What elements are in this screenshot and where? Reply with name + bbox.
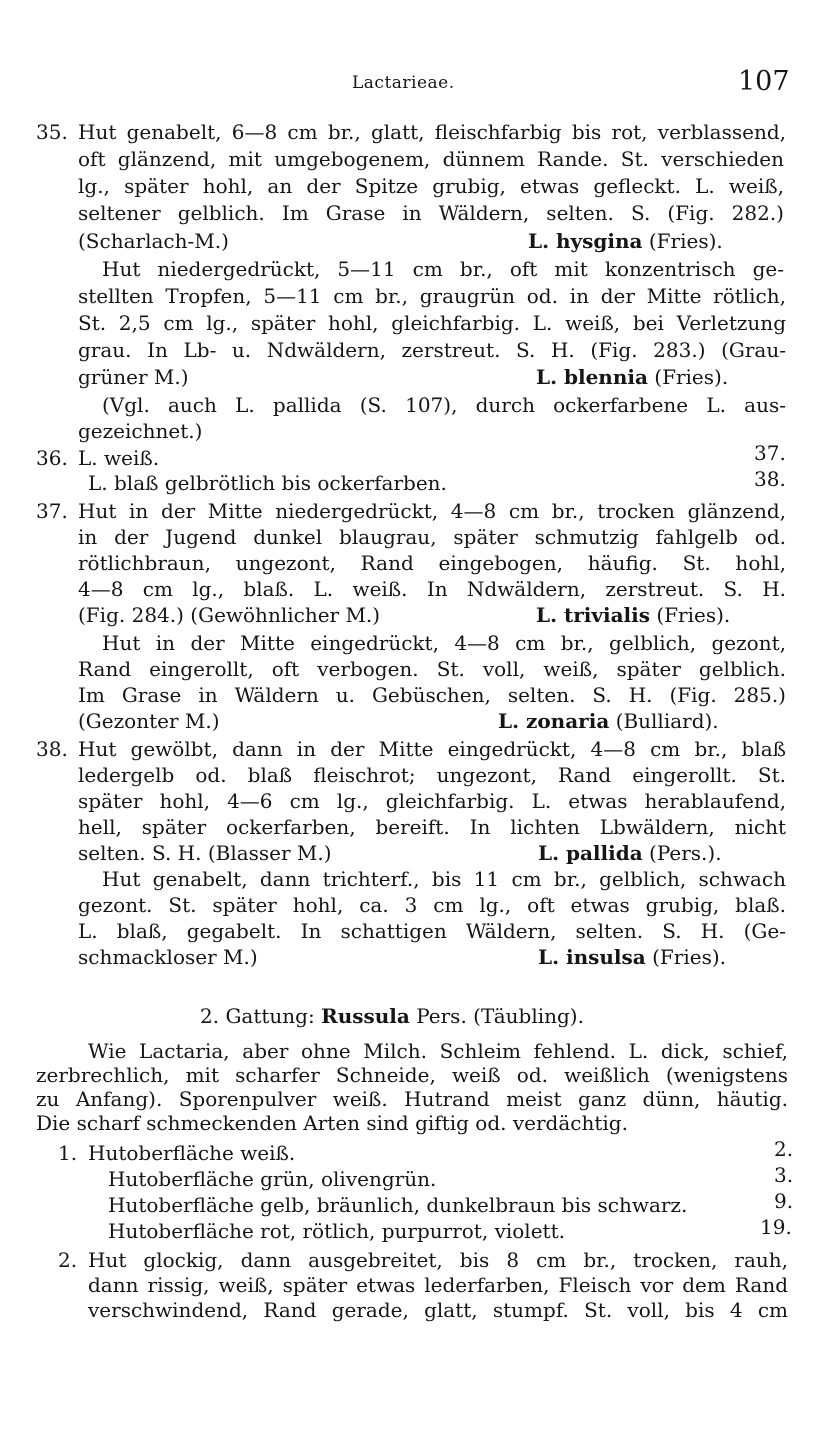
- key-number-1: 1.: [58, 1141, 78, 1165]
- entry37-species: [536, 602, 730, 628]
- key1-option-d-ref: 19.: [760, 1215, 792, 1239]
- entry35-alt-line-1: Hut niedergedrückt, 5—11 cm br., oft mit konzentrisch ge-: [102, 257, 784, 281]
- entry37-alt-species: [498, 708, 719, 734]
- entry38-alt-line-2: gezont. St. später hohl, ca. 3 cm lg., oft etwas grubig, blaß.: [78, 893, 786, 917]
- species-author: (Fries).: [654, 365, 729, 389]
- entry36-option-a-ref: 37.: [754, 441, 786, 465]
- entry38-line-4: hell, später ockerfarben, bereift. In lichten Lbwäldern, nicht: [78, 815, 786, 839]
- entry35-alt-line-2: stellten Tropfen, 5—11 cm br., graugrün od. in der Mitte rötlich,: [78, 284, 786, 308]
- species-name: L. blennia: [536, 365, 648, 389]
- species-name: L. zonaria: [498, 709, 610, 733]
- species-name: L. pallida: [538, 841, 643, 865]
- genus-description-line-1: Wie Lactaria, aber ohne Milch. Schleim fehlend. L. dick, schief,: [88, 1039, 788, 1063]
- entry35-common-name: (Scharlach-M.): [78, 229, 229, 253]
- entry38-line-1: Hut gewölbt, dann in der Mitte eingedrückt, 4—8 cm br., blaß: [78, 737, 786, 761]
- genus-name: Russula: [321, 1004, 410, 1028]
- key1-option-b-ref: 3.: [774, 1163, 794, 1187]
- entry37-alt-line-1: Hut in der Mitte eingedrückt, 4—8 cm br., gelblich, gezont,: [102, 631, 786, 655]
- genus-suffix: Pers. (Täubling).: [416, 1004, 584, 1028]
- entry36-option-a: L. weiß.: [78, 446, 160, 470]
- species-name: L. insulsa: [538, 945, 646, 969]
- key-number-2: 2.: [58, 1248, 78, 1272]
- entry38-alt-common-name: schmackloser M.): [78, 945, 258, 969]
- key1-option-b: Hutoberfläche grün, olivengrün.: [108, 1167, 437, 1191]
- entry38-species: [538, 840, 722, 866]
- key2-line-3: verschwindend, Rand gerade, glatt, stumpf. St. voll, bis 4 cm: [88, 1298, 788, 1322]
- entry36-option-b: L. blaß gelbrötlich bis ockerfarben.: [88, 471, 447, 495]
- entry38-alt-line-3: L. blaß, gegabelt. In schattigen Wäldern, selten. S. H. (Ge-: [78, 919, 786, 943]
- entry-number-36: 36.: [36, 446, 68, 470]
- genus-heading: [200, 1003, 584, 1029]
- running-header-title: Lactarieae.: [352, 73, 455, 93]
- entry37-line-4: 4—8 cm lg., blaß. L. weiß. In Ndwäldern, zerstreut. S. H.: [78, 577, 786, 601]
- entry37-line-2: in der Jugend dunkel blaugrau, später schmutzig fahlgelb od.: [78, 525, 786, 549]
- entry38-line-3: später hohl, 4—6 cm lg., gleichfarbig. L. etwas herablaufend,: [78, 789, 786, 813]
- entry35-alt-common-name: grüner M.): [78, 365, 189, 389]
- entry37-alt-line-2: Rand eingerollt, oft verbogen. St. voll, weiß, später gelblich.: [78, 657, 786, 681]
- key1-option-c-ref: 9.: [774, 1189, 794, 1213]
- species-author: (Fries).: [652, 945, 727, 969]
- key1-option-c: Hutoberfläche gelb, bräunlich, dunkelbraun bis schwarz.: [108, 1193, 688, 1217]
- entry35-alt-line-3: St. 2,5 cm lg., später hohl, gleichfarbig. L. weiß, bei Verletzung: [78, 311, 786, 335]
- entry35-note-line-1: (Vgl. auch L. pallida (S. 107), durch ockerfarbene L. aus-: [102, 393, 786, 417]
- genus-description-line-2: zerbrechlich, mit scharfer Schneide, weiß od. weißlich (wenigstens: [36, 1063, 788, 1087]
- genus-prefix: 2. Gattung:: [200, 1004, 315, 1028]
- entry36-option-b-ref: 38.: [754, 467, 786, 491]
- page-number: 107: [738, 66, 790, 97]
- entry37-common-name: (Fig. 284.) (Gewöhnlicher M.): [78, 603, 381, 627]
- entry35-line-1: Hut genabelt, 6—8 cm br., glatt, fleischfarbig bis rot, verblassend,: [78, 120, 786, 144]
- entry38-line-2: ledergelb od. blaß fleischrot; ungezont, Rand eingerollt. St.: [78, 763, 786, 787]
- entry-number-37: 37.: [36, 499, 68, 523]
- entry35-alt-species: [536, 364, 728, 390]
- species-author: (Pers.).: [649, 841, 722, 865]
- entry37-alt-line-3: Im Grase in Wäldern u. Gebüschen, selten. S. H. (Fig. 285.): [78, 683, 786, 707]
- entry35-line-4: seltener gelblich. Im Grase in Wäldern, selten. S. (Fig. 282.): [78, 201, 784, 225]
- entry35-alt-line-4: grau. In Lb- u. Ndwäldern, zerstreut. S. H. (Fig. 283.) (Grau-: [78, 338, 786, 362]
- species-author: (Fries).: [656, 603, 731, 627]
- species-name: L. trivialis: [536, 603, 650, 627]
- entry-number-38: 38.: [36, 737, 68, 761]
- key2-line-2: dann rissig, weiß, später etwas lederfarben, Fleisch vor dem Rand: [88, 1273, 788, 1297]
- genus-description-line-4: Die scharf schmeckenden Arten sind giftig od. verdächtig.: [36, 1111, 628, 1135]
- key1-option-a-ref: 2.: [774, 1137, 794, 1161]
- key2-line-1: Hut glockig, dann ausgebreitet, bis 8 cm br., trocken, rauh,: [88, 1248, 788, 1272]
- entry38-common-name: selten. S. H. (Blasser M.): [78, 841, 332, 865]
- key1-option-d: Hutoberfläche rot, rötlich, purpurrot, violett.: [108, 1219, 565, 1243]
- species-author: (Bulliard).: [615, 709, 719, 733]
- species-author: (Fries).: [648, 229, 723, 253]
- entry37-line-3: rötlichbraun, ungezont, Rand eingebogen, häufig. St. hohl,: [78, 551, 786, 575]
- entry35-species: [528, 228, 723, 254]
- species-name: L. hysgina: [528, 229, 643, 253]
- entry37-alt-common-name: (Gezonter M.): [78, 709, 220, 733]
- entry37-line-1: Hut in der Mitte niedergedrückt, 4—8 cm br., trocken glänzend,: [78, 499, 786, 523]
- entry35-note-line-2: gezeichnet.): [78, 419, 203, 443]
- entry38-alt-species: [538, 944, 726, 970]
- entry35-line-3: lg., später hohl, an der Spitze grubig, etwas gefleckt. L. weiß,: [78, 174, 784, 198]
- entry35-line-2: oft glänzend, mit umgebogenem, dünnem Rande. St. verschieden: [78, 147, 784, 171]
- genus-description-line-3: zu Anfang). Sporenpulver weiß. Hutrand meist ganz dünn, häutig.: [36, 1087, 788, 1111]
- entry-number-35: 35.: [36, 120, 68, 144]
- key1-option-a: Hutoberfläche weiß.: [88, 1141, 296, 1165]
- entry38-alt-line-1: Hut genabelt, dann trichterf., bis 11 cm br., gelblich, schwach: [102, 867, 786, 891]
